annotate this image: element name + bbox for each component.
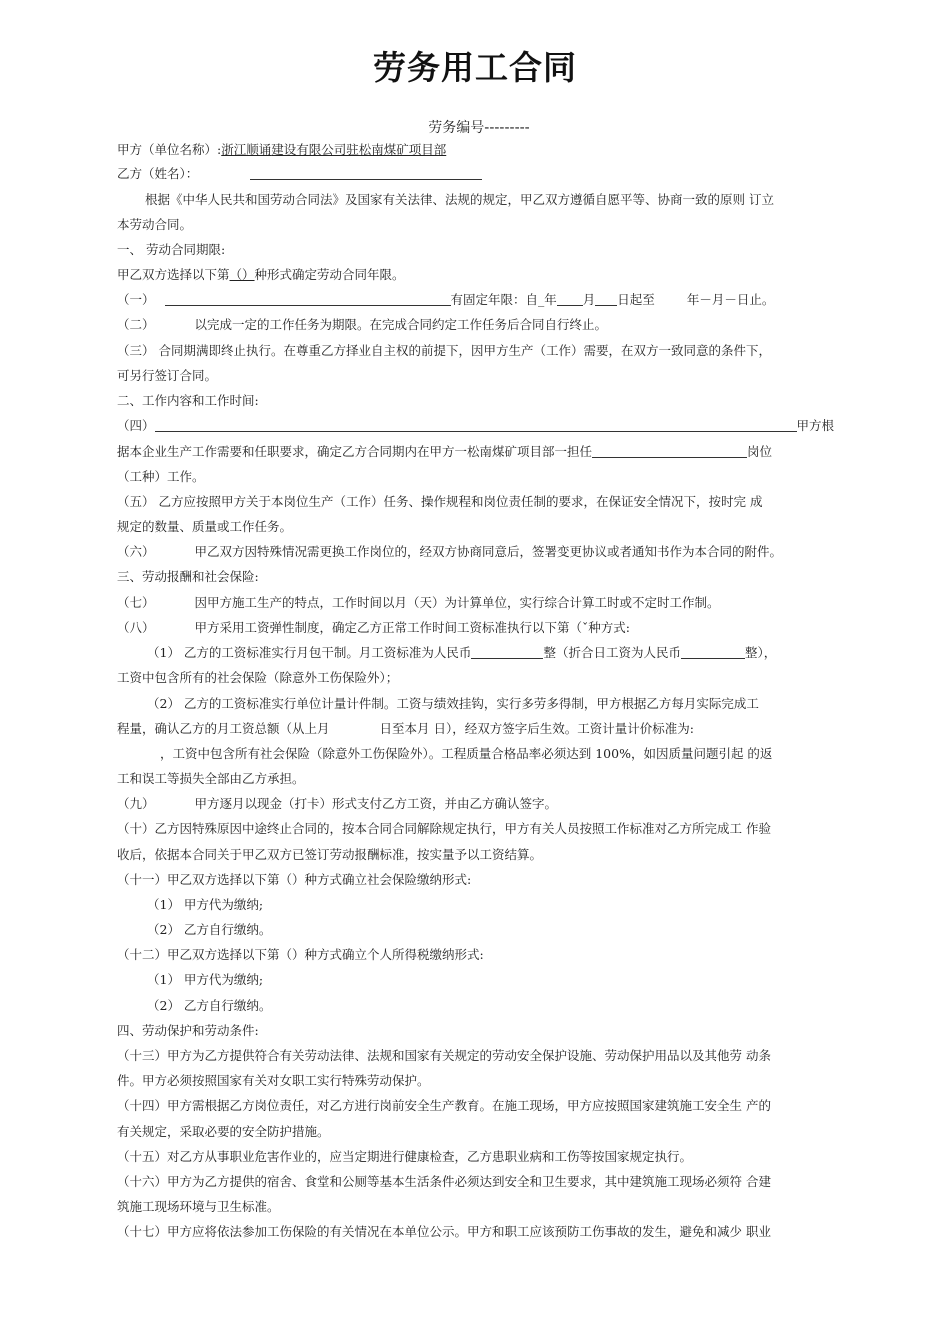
clause-7: （七） 因甲方施工生产的特点，工作时间以月（天）为计算单位，实行综合计算工时或不定时工作制。 (117, 595, 720, 610)
clause-13-line-2: 件。甲方必须按照国家有关对女职工实行特殊劳动保护。 (117, 1073, 430, 1088)
clause-5-line-2: 规定的数量、质量或工作任务。 (117, 519, 293, 534)
clause-8-option-2-line-4: 工和误工等损失全部由乙方承担。 (117, 771, 305, 786)
position-blank (592, 443, 747, 458)
clause-16-line-1: （十六）甲方为乙方提供的宿舍、食堂和公厕等基本生活条件必须达到安全和卫生要求，其中建筑施工现场必须符 合建 (117, 1174, 771, 1189)
clause-8-option-1-line-2: 工资中包含所有的社会保险（除意外工伤保险外）； (117, 670, 399, 685)
party-b-label: 乙方（姓名）： (117, 166, 199, 181)
contract-number: 劳务编号--------- (428, 120, 530, 136)
clause-15: （十五）对乙方从事职业危害作业的，应当定期进行健康检查，乙方患职业病和工伤等按国家规定执行。 (117, 1149, 693, 1164)
party-a-label: 甲方（单位名称）: (117, 142, 222, 157)
clause-8-option-2-line-3: ，工资中包含所有社会保险（除意外工伤保险外）。工程质量合格品率必须达到 100%，如因质量问题引起 的返 (160, 746, 773, 761)
document-title: 劳务用工合同 (373, 48, 577, 87)
clause-11-option-1: （1） 甲方代为缴纳; (147, 897, 264, 912)
clause-10-line-1: （十）乙方因特殊原因中途终止合同的，按本合同合同解除规定执行，甲方有关人员按照工作标准对乙方所完成工 作验 (117, 821, 771, 836)
monthly-wage-blank (471, 644, 543, 659)
clause-12-option-1: （1） 甲方代为缴纳; (147, 972, 264, 987)
clause-11-option-2: （2） 乙方自行缴纳。 (147, 922, 272, 937)
clause-14-line-1: （十四）甲方需根据乙方岗位责任，对乙方进行岗前安全生产教育。在施工现场，甲方应按照国家建筑施工安全生 产的 (117, 1098, 771, 1113)
clause-8-option-2-line-2: 程量，确认乙方的月工资总额（从上月 日至本月 日），经双方签字后生效。工资计量计价标准为: (117, 721, 694, 736)
clause-11: （十一）甲乙双方选择以下第（）种方式确立社会保险缴纳形式: (117, 872, 472, 887)
clause-12-option-2: （2） 乙方自行缴纳。 (147, 998, 272, 1013)
para-intro-1: 根据《中华人民共和国劳动合同法》及国家有关法律、法规的规定，甲乙双方遵循自愿平等、协商一致的原则 订立 (145, 192, 774, 207)
clause-9: （九） 甲方逐月以现金（打卡）形式支付乙方工资，并由乙方确认签字。 (117, 796, 558, 811)
party-a-name-2: 建设有限公司驻松南煤矿项目部 (271, 142, 447, 157)
party-b-name-blank (250, 165, 482, 180)
clause-12: （十二）甲乙双方选择以下第（）种方式确立个人所得税缴纳形式: (117, 947, 484, 962)
section-4-heading: 四、劳动保护和劳动条件: (117, 1023, 259, 1038)
clause-16-line-2: 筑施工现场环境与卫生标准。 (117, 1199, 280, 1214)
clause-3-line-2: 可另行签订合同。 (117, 368, 218, 383)
clause-4-line-1: （四） 甲方根 (117, 418, 835, 433)
clause-8-option-1-line-1: （1） 乙方的工资标准实行月包干制。月工资标准为人民币 整（折合日工资为人民币 整）， (147, 645, 777, 660)
clause-13-line-1: （十三）甲方为乙方提供符合有关劳动法律、法规和国家有关规定的劳动安全保护设施、劳动保护用品以及其他劳 动条 (117, 1048, 771, 1063)
party-b-line (117, 165, 482, 183)
section-1-heading: 一、 劳动合同期限: (117, 242, 226, 257)
choice-blank: （） (229, 267, 255, 282)
clause-4-line-3: （工种）工作。 (117, 469, 205, 484)
clause-8: （八） 甲方采用工资弹性制度，确定乙方正常工作时间工资标准执行以下第（ˇ种方式: (117, 620, 630, 635)
party-a-line (117, 141, 446, 159)
clause-10-line-2: 收后，依据本合同关于甲乙双方已签订劳动报酬标准，按实量予以工资结算。 (117, 847, 543, 862)
daily-wage-blank (681, 644, 745, 659)
clause-4-line-2: 据本企业生产工作需要和任职要求，确定乙方合同期内在甲方一松南煤矿项目部一担任 岗位 (117, 444, 773, 459)
term-blank (165, 291, 451, 306)
clause-14-line-2: 有关规定，采取必要的安全防护措施。 (117, 1124, 330, 1139)
section-2-heading: 二、工作内容和工作时间: (117, 393, 259, 408)
clause-5-line-1: （五） 乙方应按照甲方关于本岗位生产（工作）任务、操作规程和岗位责任制的要求，在保证安全情况下，按时完 成 (117, 494, 763, 509)
clause-17-line-1: （十七）甲方应将依法参加工伤保险的有关情况在本单位公示。甲方和职工应该预防工伤事故的发生，避免和减少 职业 (117, 1224, 771, 1239)
clause-2: （二） 以完成一定的工作任务为期限。在完成合同约定工作任务后合同自行终止。 (117, 317, 608, 332)
work-content-blank (155, 417, 797, 432)
clause-1: （一） 有固定年限：自_年 月 日起至 年－月－日止。 (117, 292, 775, 307)
para-intro-2: 本劳动合同。 (117, 217, 193, 232)
clause-3-line-1: （三） 合同期满即终止执行。在尊重乙方择业自主权的前提下，因甲方生产（工作）需要，在双方一致同意的条件下， (117, 343, 771, 358)
clause-6: （六） 甲乙双方因特殊情况需更换工作岗位的，经双方协商同意后，签署变更协议或者通知书作为本合同的附件。 (117, 544, 783, 559)
clause-choose-term: 甲乙双方选择以下第（）种形式确定劳动合同年限。 (117, 267, 405, 282)
party-a-name-1: 浙江顺诵 (221, 142, 272, 157)
section-3-heading: 三、劳动报酬和社会保险: (117, 569, 259, 584)
clause-8-option-2-line-1: （2） 乙方的工资标准实行单位计量计件制。工资与绩效挂钩，实行多劳多得制，甲方根据乙方每月实际完成工 (147, 696, 759, 711)
